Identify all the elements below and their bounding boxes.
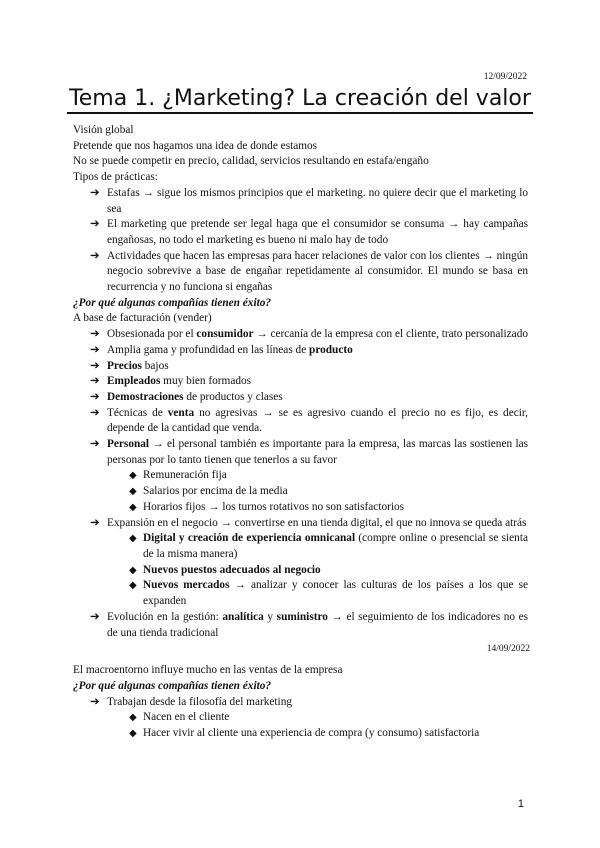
list-item: ➔ Amplia gama y profundidad en las líneas de producto bbox=[73, 343, 528, 359]
sub-list-item: ◆ Remuneración fija bbox=[73, 468, 528, 484]
sub-list-item: ◆ Horarios fijos → los turnos rotativos no son satisfactorios bbox=[73, 500, 528, 516]
date-header: 12/09/2022 bbox=[483, 72, 527, 82]
arrow-bullet-icon: ➔ bbox=[90, 186, 100, 199]
list-item: ➔ Obsesionada por el consumidor → cercanía de la empresa con el cliente, trato personalizado bbox=[73, 327, 528, 343]
list-item: ➔ Empleados muy bien formados bbox=[73, 374, 528, 390]
macro-line: El macroentorno influye mucho en las ventas de la empresa bbox=[73, 664, 343, 677]
list-item: ➔ Evolución en la gestión: analítica y suministro → el seguimiento de los indicadores no es de una tienda tradicional bbox=[90, 610, 529, 639]
list-item: ➔ Trabajan desde la filosofía del marketing bbox=[73, 695, 528, 711]
list-item: ➔ Actividades que hacen las empresas para hacer relaciones de valor con los clientes → ningún negocio sobrevive a base de engañar repetidamente al consumidor. El mundo se basa en recurrencia y no funciona si engañas bbox=[90, 249, 528, 294]
intro-line: Tipos de prácticas: bbox=[73, 171, 158, 184]
list-item: ➔ Precios bajos bbox=[73, 359, 528, 375]
diamond-bullet-icon: ◆ bbox=[129, 470, 137, 482]
diamond-bullet-icon: ◆ bbox=[129, 728, 137, 740]
diamond-bullet-icon: ◆ bbox=[129, 486, 137, 498]
arrow-bullet-icon: ➔ bbox=[90, 610, 100, 623]
list-item: ➔ Demostraciones de productos y clases bbox=[73, 390, 528, 406]
arrow-bullet-icon: ➔ bbox=[90, 218, 100, 231]
arrow-bullet-icon: ➔ bbox=[90, 343, 100, 356]
list-item: ➔ Personal → el personal también es importante para la empresa, las marcas las sostienen las personas por lo tanto tienen que tenerlos a su favor bbox=[90, 438, 528, 466]
arrow-bullet-icon: ➔ bbox=[90, 390, 100, 403]
arrow-bullet-icon: ➔ bbox=[90, 375, 100, 388]
intro-line: Pretende que nos hagamos una idea de donde estamos bbox=[73, 139, 318, 152]
list-item: ➔ Estafas → sigue los mismos principios que el marketing. no quiere decir que el marketing lo sea bbox=[90, 186, 528, 215]
arrow-bullet-icon: ➔ bbox=[90, 359, 100, 372]
arrow-bullet-icon: ➔ bbox=[90, 695, 100, 708]
intro-line: No se puede competir en precio, calidad, servicios resultando en estafa/engaño bbox=[73, 155, 429, 168]
document-body bbox=[73, 123, 528, 742]
sub-list-item: ◆ Digital y creación de experiencia omnicanal (compre online o presencial se sienta de la misma manera) bbox=[129, 532, 528, 560]
sub-list-item: ◆ Nacen en el cliente bbox=[73, 710, 528, 726]
sub-list-item: ◆ Nuevos mercados → analizar y conocer las culturas de los países a los que se expanden bbox=[129, 579, 528, 608]
page-title bbox=[0, 86, 600, 111]
section-subtitle: A base de facturación (vender) bbox=[73, 312, 212, 325]
arrow-bullet-icon: ➔ bbox=[90, 516, 100, 529]
vision-heading: Visión global bbox=[73, 124, 134, 136]
diamond-bullet-icon: ◆ bbox=[129, 712, 137, 724]
diamond-bullet-icon: ◆ bbox=[129, 533, 137, 545]
section-question: ¿Por qué algunas compañías tienen éxito? bbox=[73, 296, 272, 309]
diamond-bullet-icon: ◆ bbox=[129, 564, 137, 576]
sub-list-item: ◆ Nuevos puestos adecuados al negocio bbox=[73, 563, 528, 579]
list-item: ➔ Expansión en el negocio → convertirse en una tienda digital, el que no innova se queda atrás bbox=[73, 516, 528, 532]
section-question: ¿Por qué algunas compañías tienen éxito? bbox=[73, 679, 272, 692]
diamond-bullet-icon: ◆ bbox=[129, 580, 137, 592]
list-item: ➔ El marketing que pretende ser legal haga que el consumidor se consuma → hay campañas engañosas, no todo el marketing es bueno ni malo hay de todo bbox=[90, 218, 528, 246]
arrow-bullet-icon: ➔ bbox=[90, 406, 100, 419]
page-number: 1 bbox=[517, 798, 524, 810]
diamond-bullet-icon: ◆ bbox=[129, 501, 137, 513]
sub-list-item: ◆ Salarios por encima de la media bbox=[73, 484, 528, 500]
arrow-bullet-icon: ➔ bbox=[90, 328, 100, 341]
arrow-bullet-icon: ➔ bbox=[90, 438, 100, 451]
sub-list-item: ◆ Hacer vivir al cliente una experiencia de compra (y consumo) satisfactoria bbox=[73, 726, 528, 742]
date-header: 14/09/2022 bbox=[486, 644, 530, 655]
title-text: Tema 1. ¿Marketing? La creación del valor bbox=[67, 86, 533, 114]
list-item: ➔ Técnicas de venta no agresivas → se es agresivo cuando el precio no es fijo, es decir, depende de la cantidad que venda. bbox=[90, 406, 528, 435]
arrow-bullet-icon: ➔ bbox=[90, 249, 100, 262]
